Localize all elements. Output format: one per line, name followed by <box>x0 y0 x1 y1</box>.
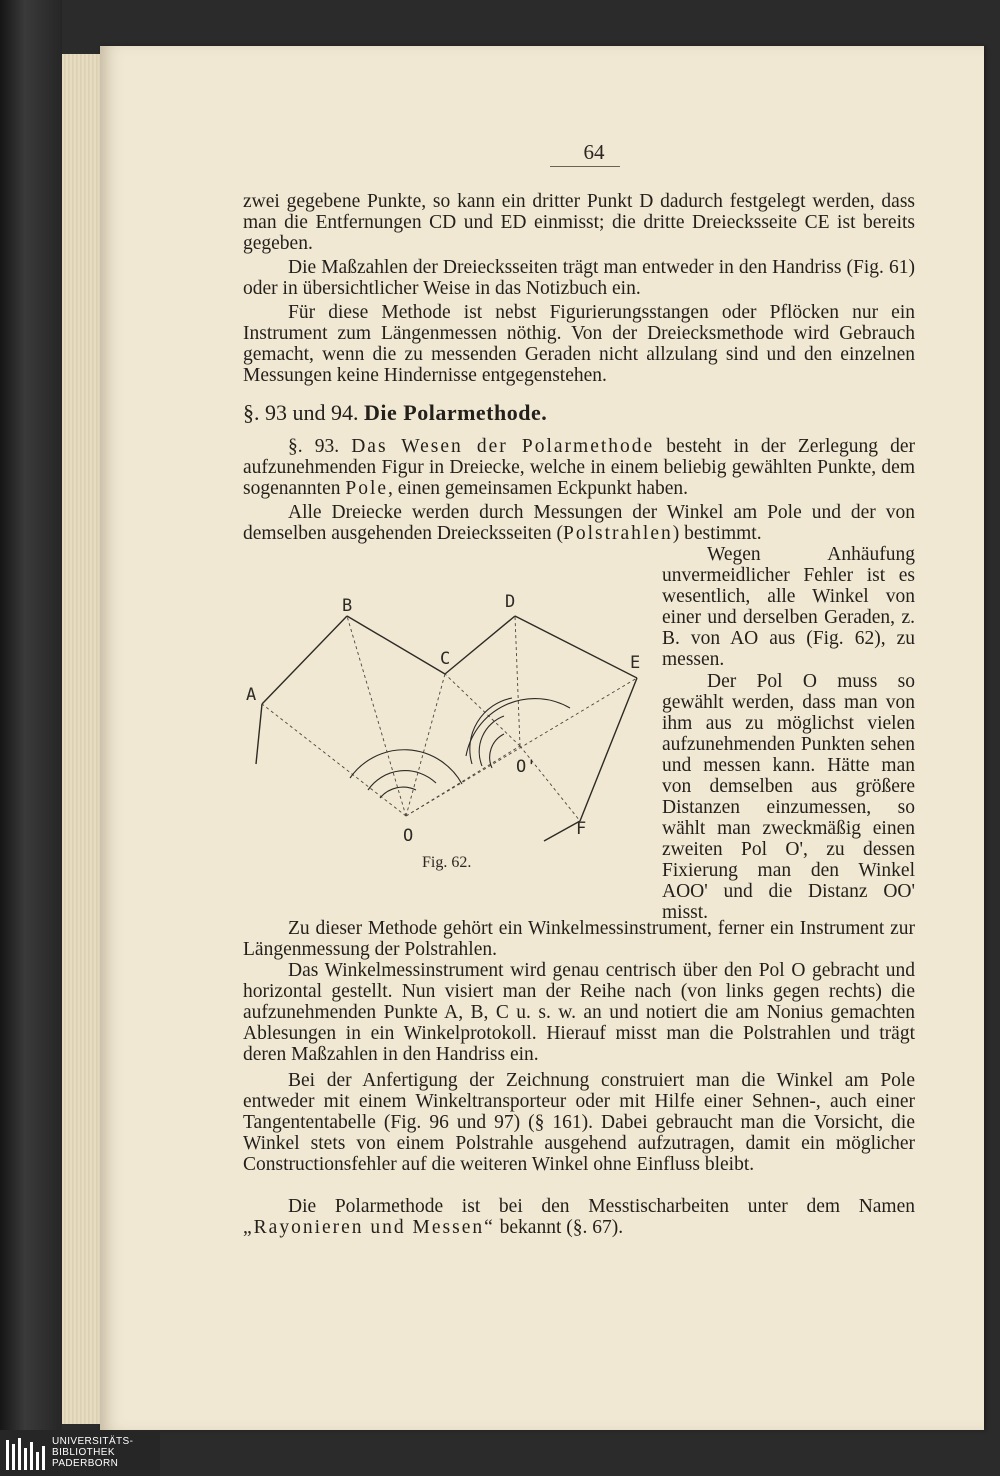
label-a: A <box>246 685 257 705</box>
edge-e-f <box>580 678 637 821</box>
edge-a-down <box>256 704 262 764</box>
angle-arc-3 <box>380 787 416 798</box>
ray-o-c <box>406 674 445 816</box>
p4-pole: Pole <box>345 478 389 499</box>
label-b: B <box>342 596 353 616</box>
heading-prefix: §. 93 und 94. <box>243 400 359 425</box>
paragraph-3: Für diese Methode ist nebst Figurierungsstangen oder Pflöcken nur ein Instrument zum Längenmessen nöthig. Von der Dreiecksmethode wird Gebrauch gemacht, wenn die zu messenden Geraden nicht allzulang sind und den einzelnen Messungen keine Hindernisse entgegenstehen. <box>243 302 915 386</box>
paragraph-1: zwei gegebene Punkte, so kann ein dritter Punkt D dadurch festgelegt werden, dass man die Entfernungen CD und ED einmisst; die dritte Dreiecksseite CE ist bereits gegeben. <box>243 191 915 254</box>
label-f: F <box>576 819 587 839</box>
edge-a-b <box>262 616 347 704</box>
label-o: O <box>403 826 414 846</box>
paragraph-7: Das Winkelmessinstrument wird genau centrisch über den Pol O gebracht und horizontal gestellt. Nun visiert man der Reihe nach (von links gegen rechts) die aufzunehmenden Punkte A, B, C u. s. w. an und notiert die am Nonius gemachten Ablesungen in ein Winkelprotokoll. Hierauf misst man die Polstrahlen und trägt deren Maßzahlen in den Handriss ein. <box>243 960 915 1065</box>
p4-spaced: Das Wesen der Polarmethode <box>351 436 655 457</box>
p5-spaced: Polstrahlen <box>563 523 673 544</box>
ray-o-o2 <box>406 746 520 816</box>
p4-end: , einen gemeinsamen Eckpunkt haben. <box>388 478 689 499</box>
figure-caption: Fig. 62. <box>422 854 472 871</box>
edge-f-tail <box>544 821 580 841</box>
library-name <box>52 1436 133 1469</box>
angle-arc-7 <box>490 734 504 768</box>
page-number: 64 <box>583 140 605 164</box>
label-o-prime: O' <box>516 757 537 777</box>
edge-c-d <box>445 616 515 674</box>
library-logo-icon <box>4 1434 48 1472</box>
paragraph-9 <box>243 1196 915 1238</box>
p9-start: Die Polarmethode ist bei den Messtischarbeiten unter dem Namen <box>288 1196 915 1217</box>
angle-arc-1 <box>350 750 462 784</box>
library-line-3: PADERBORN <box>52 1458 119 1469</box>
label-d: D <box>505 592 516 612</box>
ray-o-a <box>262 704 406 816</box>
heading-title: Die Polarmethode. <box>364 400 548 425</box>
ray-o2-d <box>515 616 520 746</box>
book-page <box>100 46 984 1430</box>
library-line-2: BIBLIOTHEK <box>52 1447 115 1458</box>
p5-start: Alle Dreiecke werden durch Messungen der Winkel am Pole und der von demselben ausgehenden Dreiecksseiten ( <box>243 502 915 544</box>
library-logo <box>0 1430 160 1476</box>
p4-mid: besteht in der Zerlegung der aufzunehmenden Figur in Dreiecke, welche in einem beliebig gewählten Punkte, dem sogenannten <box>243 436 916 499</box>
side-paragraph-2: Der Pol O muss so gewählt werden, dass man von ihm aus zu möglichst vielen aufzunehmenden Punkten sehen und messen kann. Hätte man von demselben aus größere Distanzen einzumessen, so wählt man zweckmäßig einen zweiten Pol O', zu dessen Fixierung man den Winkel AOO' und die Distanz OO' misst. <box>662 671 915 923</box>
p9-spaced: „Rayonieren und Messen“ <box>243 1217 495 1238</box>
page-edges <box>62 54 102 1424</box>
p9-end: bekannt (§. 67). <box>499 1217 624 1238</box>
label-e: E <box>630 653 641 673</box>
paragraph-8: Bei der Anfertigung der Zeichnung construiert man die Winkel am Pole entweder mit einem Winkeltransporteur oder mit Hilfe einer Sehnen-, auch einer Tangententabelle (Fig. 96 und 97) (§ 161). Dabei gebraucht man die Vorsicht, die Winkel stets von einem Polstrahle ausgehend aufzutragen, damit ein möglicher Constructionsfehler auf die weiteren Winkel ohne Einfluss bleibt. <box>243 1070 915 1175</box>
ray-o-e <box>406 678 637 816</box>
p4-start: §. 93. <box>288 436 340 457</box>
side-paragraph-1: Wegen Anhäufung unvermeidlicher Fehler ist es wesentlich, alle Winkel von einer und derselben Geraden, z. B. von AO aus (Fig. 62), zu messen. <box>662 544 915 670</box>
angle-arc-4 <box>466 699 570 756</box>
edge-d-e <box>515 616 637 678</box>
book-binding <box>0 0 62 1476</box>
paragraph-6: Zu dieser Methode gehört ein Winkelmessinstrument, ferner ein Instrument zur Längenmessung der Polstrahlen. <box>243 918 915 960</box>
p5-end: ) bestimmt. <box>672 523 762 544</box>
library-line-1: UNIVERSITÄTS- <box>52 1436 134 1447</box>
label-c: C <box>440 649 451 669</box>
paragraph-2: Die Maßzahlen der Dreiecksseiten trägt man entweder in den Handriss (Fig. 61) oder in übersichtlicher Weise in das Notizbuch ein. <box>243 257 915 299</box>
